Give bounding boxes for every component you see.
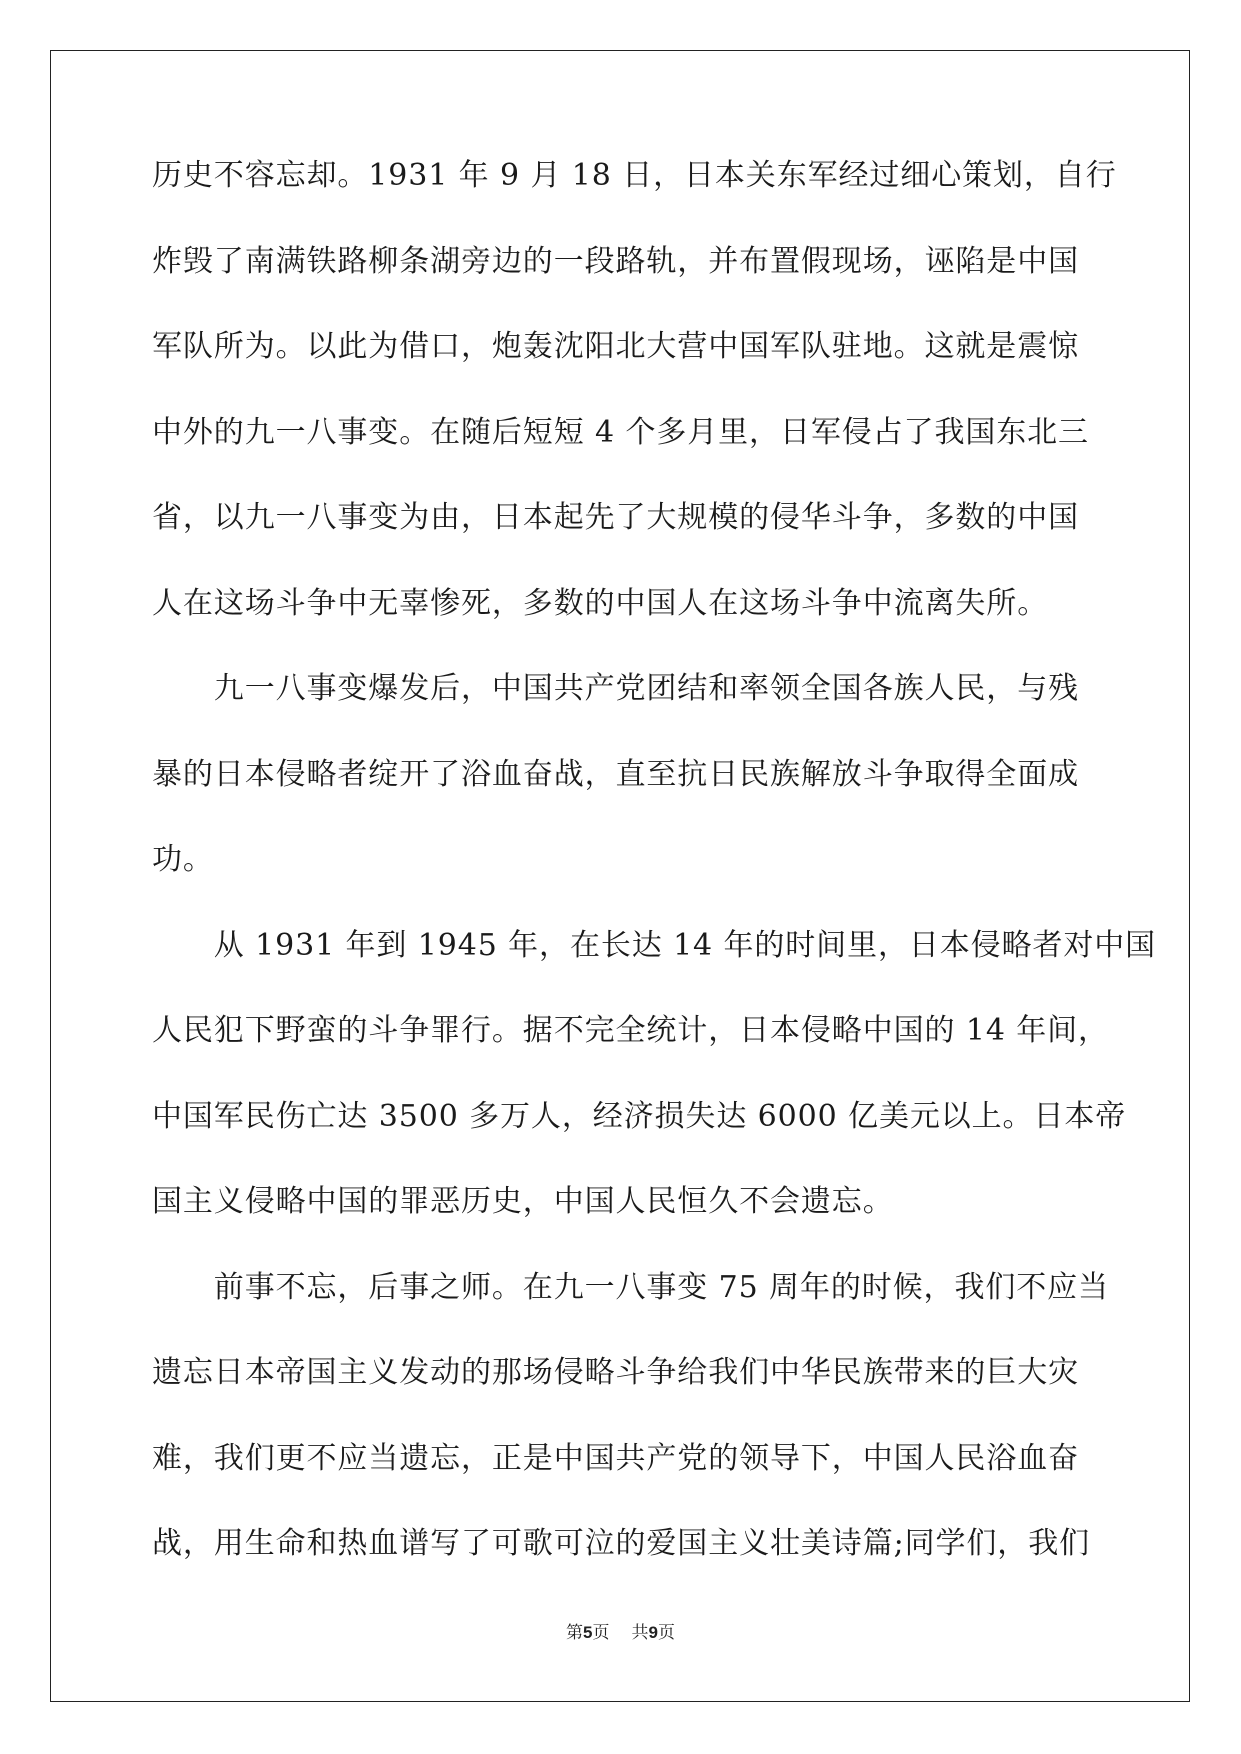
- document-body: [152, 155, 1157, 1609]
- page-footer: [0, 1623, 1241, 1643]
- footer-total-suffix: 页: [657, 1623, 675, 1643]
- text-line: 省，以九一八事变为由，日本起先了大规模的侵华斗争，多数的中国: [152, 500, 1079, 535]
- paragraph-start-line: 前事不忘，后事之师。在九一八事变 75 周年的时候，我们不应当: [152, 1269, 1109, 1305]
- text-line: 功。: [152, 842, 214, 877]
- footer-total-prefix: 共: [631, 1623, 649, 1643]
- footer-page-suffix: 页: [592, 1623, 610, 1643]
- paragraph-start-line: 九一八事变爆发后，中国共产党团结和率领全国各族人民，与残: [152, 671, 1079, 706]
- text-line: 遗忘日本帝国主义发动的那场侵略斗争给我们中华民族带来的巨大灾: [152, 1355, 1079, 1390]
- text-line: 难，我们更不应当遗忘，正是中国共产党的领导下，中国人民浴血奋: [152, 1440, 1079, 1476]
- text-line: 中外的九一八事变。在随后短短 4 个多月里，日军侵占了我国东北三: [152, 414, 1089, 450]
- text-line: 国主义侵略中国的罪恶历史，中国人民恒久不会遗忘。: [152, 1184, 894, 1219]
- text-line: 历史不容忘却。1931 年 9 月 18 日，日本关东军经过细心策划，自行: [152, 158, 1117, 193]
- text-line: 战，用生命和热血谱写了可歌可泣的爱国主义壮美诗篇;同学们，我们: [152, 1526, 1091, 1561]
- text-line: 暴的日本侵略者绽开了浴血奋战，直至抗日民族解放斗争取得全面成: [152, 756, 1079, 792]
- paragraph-start-line: 从 1931 年到 1945 年，在长达 14 年的时间里，日本侵略者对中国: [152, 927, 1157, 963]
- total-page-count: 9: [648, 1623, 658, 1642]
- text-line: 军队所为。以此为借口，炮轰沈阳北大营中国军队驻地。这就是震惊: [152, 329, 1079, 364]
- text-line: 人在这场斗争中无辜惨死，多数的中国人在这场斗争中流离失所。: [152, 585, 1049, 621]
- footer-prefix: 第: [566, 1623, 584, 1643]
- text-line: 人民犯下野蛮的斗争罪行。据不完全统计，日本侵略中国的 14 年间，: [152, 1013, 1109, 1048]
- current-page-number: 5: [583, 1623, 593, 1642]
- text-line: 炸毁了南满铁路柳条湖旁边的一段路轨，并布置假现场，诬陷是中国: [152, 243, 1079, 279]
- text-line: 中国军民伤亡达 3500 多万人，经济损失达 6000 亿美元以上。日本帝: [152, 1098, 1127, 1134]
